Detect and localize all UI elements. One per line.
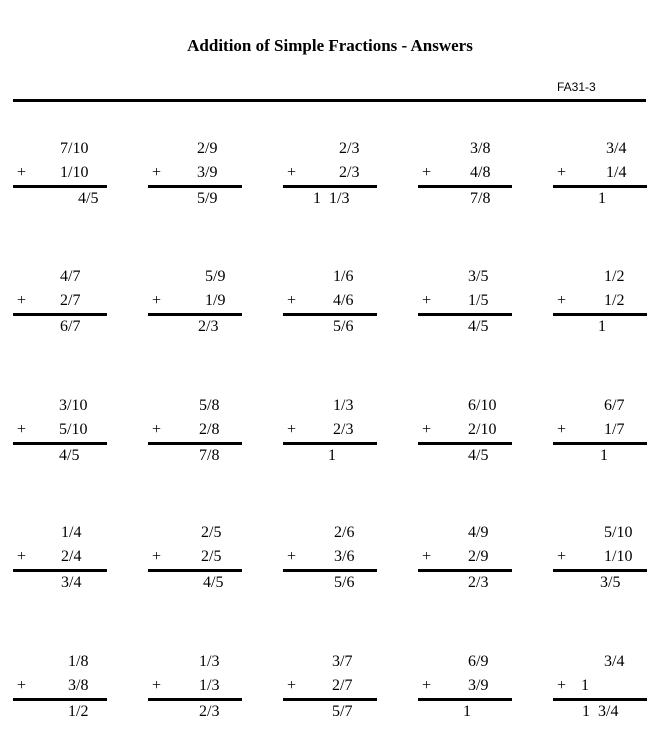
answer: 7/8 bbox=[199, 447, 220, 464]
problem bbox=[553, 396, 647, 476]
second-addend: 1/10 bbox=[60, 164, 89, 181]
plus-sign: + bbox=[152, 164, 162, 181]
sum-line bbox=[283, 313, 377, 316]
problem bbox=[283, 652, 377, 732]
second-addend: 5/10 bbox=[59, 421, 88, 438]
second-addend: 1 bbox=[581, 677, 589, 694]
problem bbox=[553, 267, 647, 347]
sum-line bbox=[13, 698, 107, 701]
plus-sign: + bbox=[17, 292, 27, 309]
first-addend: 3/4 bbox=[606, 140, 627, 157]
problem bbox=[13, 652, 107, 732]
problem bbox=[418, 523, 512, 603]
sum-line bbox=[418, 313, 512, 316]
problem bbox=[13, 396, 107, 476]
answer: 6/7 bbox=[60, 318, 81, 335]
plus-sign: + bbox=[287, 292, 297, 309]
first-addend: 4/7 bbox=[60, 268, 81, 285]
plus-sign: + bbox=[557, 677, 567, 694]
problem bbox=[553, 523, 647, 603]
second-addend: 4/6 bbox=[333, 292, 354, 309]
answer: 2/3 bbox=[199, 703, 220, 720]
problem bbox=[148, 523, 242, 603]
plus-sign: + bbox=[422, 548, 432, 565]
first-addend: 2/5 bbox=[201, 524, 222, 541]
answer: 1 1/3 bbox=[313, 190, 350, 207]
second-addend: 3/8 bbox=[68, 677, 89, 694]
plus-sign: + bbox=[287, 421, 297, 438]
first-addend: 2/9 bbox=[197, 140, 218, 157]
first-addend: 3/10 bbox=[59, 397, 88, 414]
first-addend: 1/6 bbox=[333, 268, 354, 285]
plus-sign: + bbox=[152, 677, 162, 694]
second-addend: 2/8 bbox=[199, 421, 220, 438]
problem bbox=[283, 267, 377, 347]
answer: 1 bbox=[328, 447, 336, 464]
plus-sign: + bbox=[557, 421, 567, 438]
sum-line bbox=[13, 442, 107, 445]
answer: 4/5 bbox=[203, 574, 224, 591]
second-addend: 2/7 bbox=[332, 677, 353, 694]
sum-line bbox=[418, 442, 512, 445]
answer: 1/2 bbox=[68, 703, 89, 720]
second-addend: 1/5 bbox=[468, 292, 489, 309]
first-addend: 5/8 bbox=[199, 397, 220, 414]
plus-sign: + bbox=[557, 548, 567, 565]
second-addend: 1/7 bbox=[604, 421, 625, 438]
sum-line bbox=[418, 569, 512, 572]
sum-line bbox=[553, 313, 647, 316]
plus-sign: + bbox=[422, 421, 432, 438]
first-addend: 1/8 bbox=[68, 653, 89, 670]
first-addend: 7/10 bbox=[60, 140, 89, 157]
answer: 2/3 bbox=[198, 318, 219, 335]
second-addend: 2/3 bbox=[333, 421, 354, 438]
second-addend: 3/9 bbox=[197, 164, 218, 181]
second-addend: 2/3 bbox=[339, 164, 360, 181]
answer: 2/3 bbox=[468, 574, 489, 591]
first-addend: 3/4 bbox=[604, 653, 625, 670]
plus-sign: + bbox=[17, 548, 27, 565]
second-addend: 1/10 bbox=[604, 548, 633, 565]
first-addend: 2/6 bbox=[334, 524, 355, 541]
second-addend: 1/3 bbox=[199, 677, 220, 694]
sum-line bbox=[283, 698, 377, 701]
answer: 7/8 bbox=[470, 190, 491, 207]
sum-line bbox=[418, 698, 512, 701]
plus-sign: + bbox=[287, 677, 297, 694]
answer: 4/5 bbox=[78, 190, 99, 207]
first-addend: 5/10 bbox=[604, 524, 633, 541]
plus-sign: + bbox=[152, 421, 162, 438]
problem bbox=[418, 396, 512, 476]
answer: 1 bbox=[463, 703, 471, 720]
problem bbox=[418, 139, 512, 219]
first-addend: 6/9 bbox=[468, 653, 489, 670]
problem bbox=[283, 139, 377, 219]
sum-line bbox=[553, 185, 647, 188]
answer: 5/9 bbox=[197, 190, 218, 207]
answer: 4/5 bbox=[468, 447, 489, 464]
second-addend: 3/9 bbox=[468, 677, 489, 694]
sum-line bbox=[283, 569, 377, 572]
problem bbox=[13, 523, 107, 603]
plus-sign: + bbox=[17, 677, 27, 694]
answer: 1 3/4 bbox=[582, 703, 619, 720]
plus-sign: + bbox=[17, 421, 27, 438]
problem bbox=[553, 139, 647, 219]
problem bbox=[553, 652, 647, 732]
sum-line bbox=[148, 569, 242, 572]
problem bbox=[13, 139, 107, 219]
first-addend: 2/3 bbox=[339, 140, 360, 157]
answer: 1 bbox=[600, 447, 608, 464]
sum-line bbox=[13, 569, 107, 572]
first-addend: 1/3 bbox=[199, 653, 220, 670]
sum-line bbox=[553, 569, 647, 572]
second-addend: 4/8 bbox=[470, 164, 491, 181]
problem bbox=[418, 267, 512, 347]
sum-line bbox=[13, 185, 107, 188]
sum-line bbox=[148, 442, 242, 445]
plus-sign: + bbox=[422, 164, 432, 181]
plus-sign: + bbox=[17, 164, 27, 181]
problem bbox=[418, 652, 512, 732]
answer: 1 bbox=[598, 190, 606, 207]
answer: 4/5 bbox=[468, 318, 489, 335]
first-addend: 5/9 bbox=[205, 268, 226, 285]
sum-line bbox=[13, 313, 107, 316]
plus-sign: + bbox=[287, 164, 297, 181]
sum-line bbox=[283, 442, 377, 445]
sum-line bbox=[148, 698, 242, 701]
plus-sign: + bbox=[557, 292, 567, 309]
plus-sign: + bbox=[422, 292, 432, 309]
second-addend: 1/4 bbox=[606, 164, 627, 181]
problem bbox=[148, 139, 242, 219]
second-addend: 2/10 bbox=[468, 421, 497, 438]
answer: 5/6 bbox=[334, 574, 355, 591]
first-addend: 3/5 bbox=[468, 268, 489, 285]
second-addend: 2/4 bbox=[61, 548, 82, 565]
problem bbox=[148, 267, 242, 347]
plus-sign: + bbox=[287, 548, 297, 565]
sum-line bbox=[553, 442, 647, 445]
plus-sign: + bbox=[422, 677, 432, 694]
answer: 3/4 bbox=[61, 574, 82, 591]
first-addend: 3/7 bbox=[332, 653, 353, 670]
answer: 1 bbox=[598, 318, 606, 335]
first-addend: 3/8 bbox=[470, 140, 491, 157]
page-title: Addition of Simple Fractions - Answers bbox=[187, 36, 473, 55]
first-addend: 1/4 bbox=[61, 524, 82, 541]
second-addend: 1/9 bbox=[205, 292, 226, 309]
sum-line bbox=[418, 185, 512, 188]
answer: 5/7 bbox=[332, 703, 353, 720]
first-addend: 4/9 bbox=[468, 524, 489, 541]
first-addend: 6/10 bbox=[468, 397, 497, 414]
plus-sign: + bbox=[152, 548, 162, 565]
sum-line bbox=[283, 185, 377, 188]
first-addend: 1/3 bbox=[333, 397, 354, 414]
second-addend: 1/2 bbox=[604, 292, 625, 309]
first-addend: 1/2 bbox=[604, 268, 625, 285]
problem bbox=[13, 267, 107, 347]
sum-line bbox=[148, 313, 242, 316]
second-addend: 2/5 bbox=[201, 548, 222, 565]
problem bbox=[283, 396, 377, 476]
problem bbox=[148, 652, 242, 732]
answer: 4/5 bbox=[59, 447, 80, 464]
answer: 3/5 bbox=[600, 574, 621, 591]
plus-sign: + bbox=[152, 292, 162, 309]
problem bbox=[148, 396, 242, 476]
plus-sign: + bbox=[557, 164, 567, 181]
second-addend: 3/6 bbox=[334, 548, 355, 565]
second-addend: 2/9 bbox=[468, 548, 489, 565]
answer: 5/6 bbox=[333, 318, 354, 335]
second-addend: 2/7 bbox=[60, 292, 81, 309]
first-addend: 6/7 bbox=[604, 397, 625, 414]
sum-line bbox=[553, 698, 647, 701]
worksheet-code: FA31-3 bbox=[557, 80, 596, 94]
sum-line bbox=[148, 185, 242, 188]
problem bbox=[283, 523, 377, 603]
